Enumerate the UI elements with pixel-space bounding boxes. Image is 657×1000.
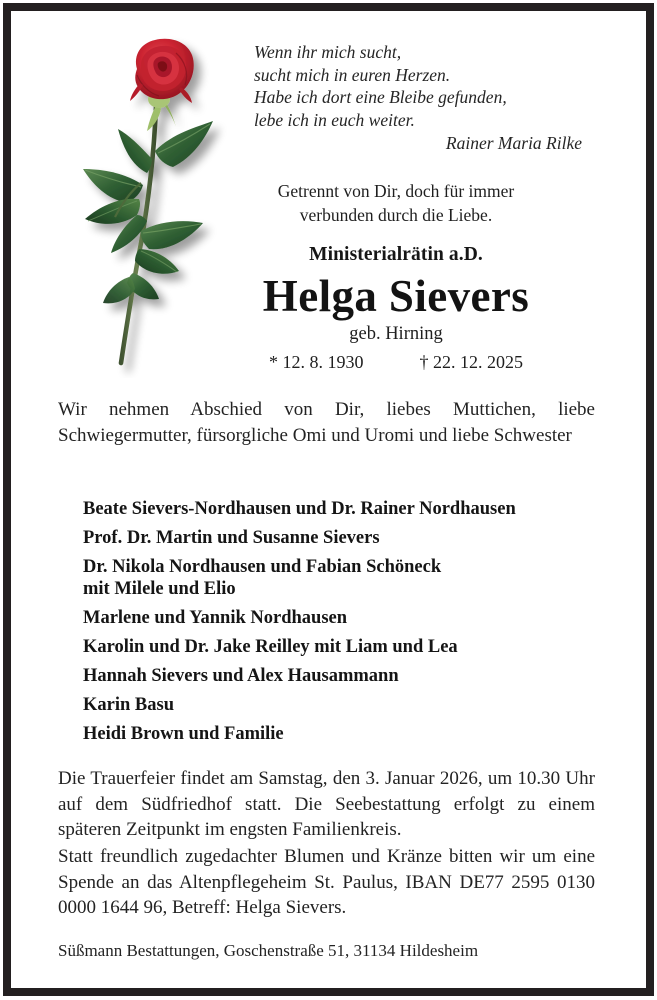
poem-author: Rainer Maria Rilke xyxy=(445,133,582,153)
dedication-block xyxy=(186,179,606,227)
poem-line-2: sucht mich in euren Herzen. xyxy=(254,64,451,85)
dedication-line-1: Getrennt von Dir, doch für immer xyxy=(277,181,515,201)
list-item xyxy=(83,694,603,716)
family-entry-subline: mit Milele und Elio xyxy=(83,579,236,599)
donation-request-text: Statt freundlich zugedachter Blumen und Kränze bitten wir um eine Spende an das Altenpflegeheim St. Paulus, IBAN DE77 2595 0130 0000 1644 96, Betreff: Helga Sievers. xyxy=(58,846,595,918)
family-entry-line: Hannah Sievers und Alex Hausammann xyxy=(83,666,399,686)
dedication-line-2: verbunden durch die Liebe. xyxy=(299,205,493,225)
family-entry-line: Karolin und Dr. Jake Reilley mit Liam und Lea xyxy=(83,637,458,657)
funeral-details-text: Die Trauerfeier findet am Samstag, den 3. Januar 2026, um 10.30 Uhr auf dem Südfriedhof statt. Die Seebestattung erfolgt zu einem späteren Zeitpunkt im engsten Familienkreis. xyxy=(58,768,595,840)
list-item xyxy=(83,665,603,687)
funeral-home-text: Süßmann Bestattungen, Goschenstraße 51, 31134 Hildesheim xyxy=(58,941,479,960)
deceased-name: Helga Sievers xyxy=(262,271,530,321)
birth-date: * 12. 8. 1930 xyxy=(269,352,364,372)
family-entry-line: Marlene und Yannik Nordhausen xyxy=(83,608,348,628)
list-item xyxy=(83,607,603,629)
deceased-maiden-name: geb. Hirning xyxy=(349,324,443,344)
notice-frame-border xyxy=(3,3,654,996)
farewell-text: Wir nehmen Abschied von Dir, liebes Muttichen, liebe Schwiegermutter, fürsorgliche Omi und Uromi und liebe Schwester xyxy=(58,399,595,446)
list-item xyxy=(83,498,603,520)
deceased-name-block xyxy=(161,243,631,374)
family-entry-line: Dr. Nikola Nordhausen und Fabian Schöneck xyxy=(83,557,442,577)
list-item xyxy=(83,527,603,549)
notice-inner xyxy=(11,11,646,988)
family-entry-line: Heidi Brown und Familie xyxy=(83,724,284,744)
family-entry-line: Prof. Dr. Martin und Susanne Sievers xyxy=(83,528,380,548)
list-item xyxy=(83,556,603,600)
poem-line-3: Habe ich dort eine Bleibe gefunden, xyxy=(254,87,507,107)
death-date: † 22. 12. 2025 xyxy=(419,352,523,372)
poem-line-4: lebe ich in euch weiter. xyxy=(254,109,415,130)
poem-line-1: Wenn ihr mich sucht, xyxy=(254,42,402,62)
family-entry-line: Karin Basu xyxy=(83,695,174,715)
list-item xyxy=(83,723,603,745)
deceased-title: Ministerialrätin a.D. xyxy=(309,244,483,265)
deceased-dates xyxy=(161,350,631,374)
poem-block xyxy=(254,41,584,155)
family-entry-line: Beate Sievers-Nordhausen und Dr. Rainer Nordhausen xyxy=(83,499,516,519)
family-list xyxy=(83,498,603,752)
list-item xyxy=(83,636,603,658)
